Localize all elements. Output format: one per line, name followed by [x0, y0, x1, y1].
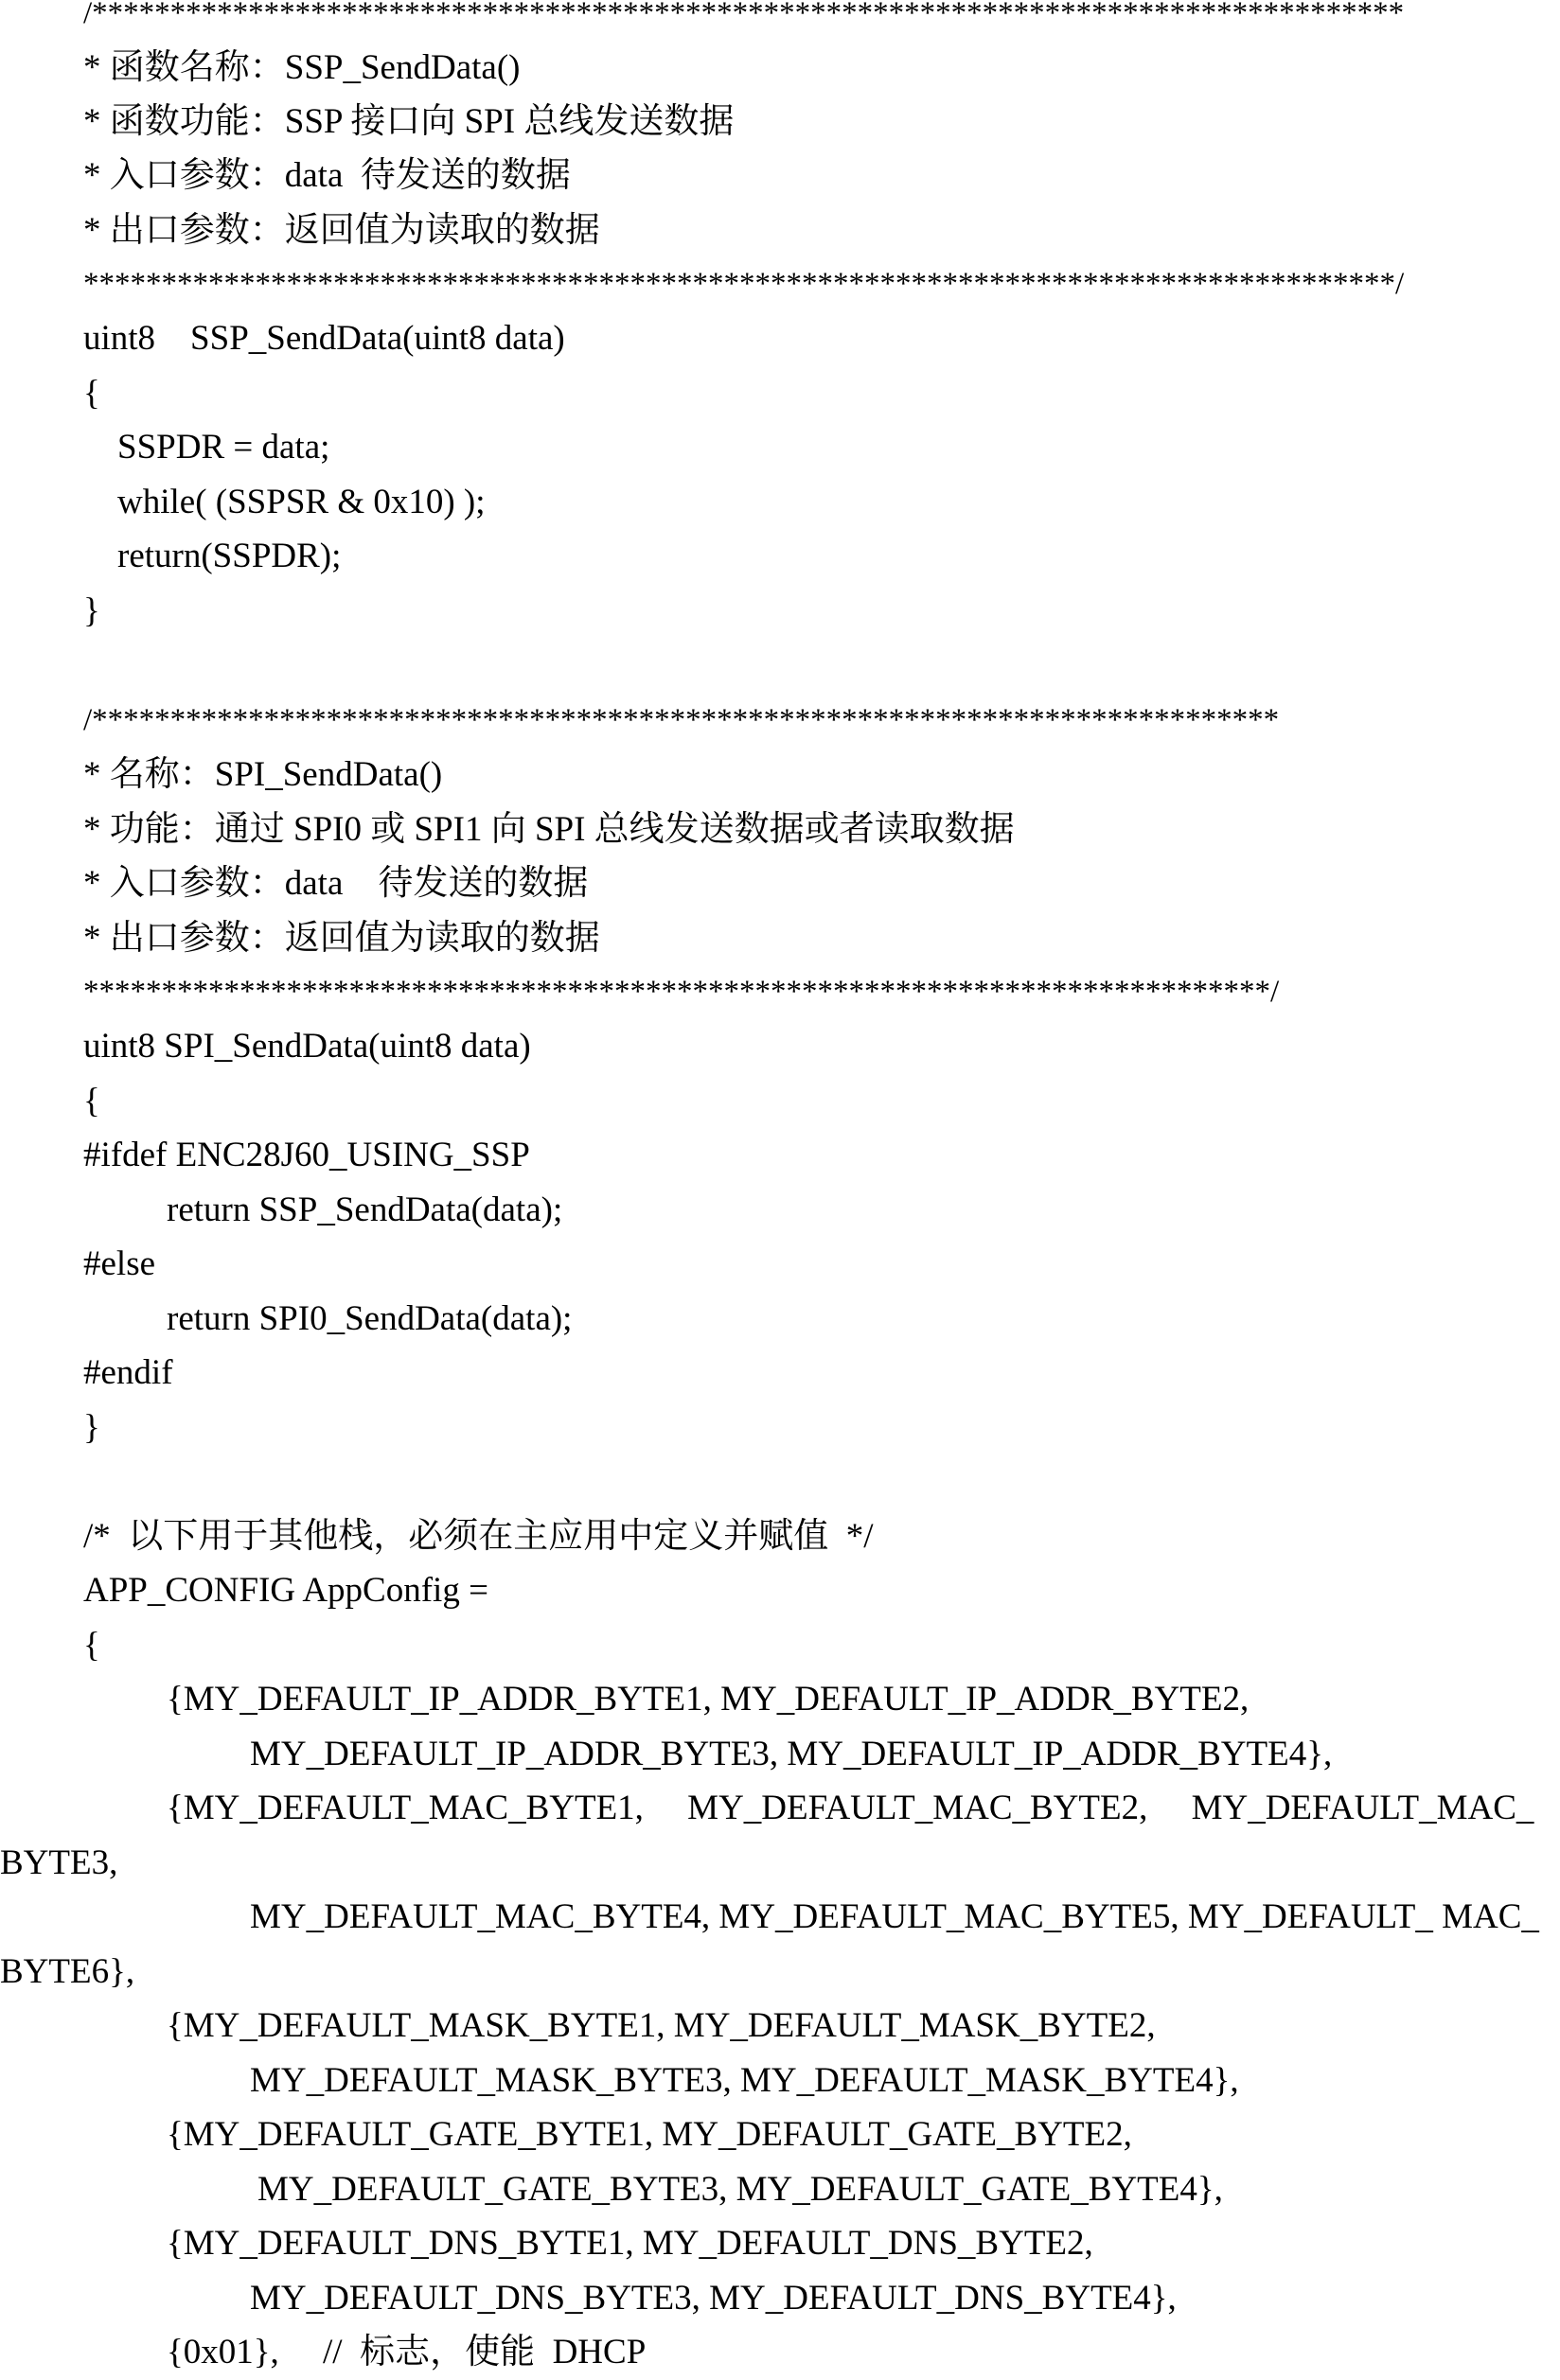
- comment-border-bottom: ************************************************************************************/: [83, 267, 1405, 301]
- code-line: MY_DEFAULT_MASK_BYTE3, MY_DEFAULT_MASK_BYTE4},: [250, 2061, 1239, 2100]
- code-line: while( (SSPSR & 0x10) );: [117, 483, 486, 521]
- code-line: }: [83, 591, 100, 630]
- comment-line: * 函数功能：SSP 接口向 SPI 总线发送数据: [83, 102, 735, 141]
- comment-border-top: /****************************************************************************: [83, 703, 1280, 737]
- code-line: MY_DEFAULT_DNS_BYTE3, MY_DEFAULT_DNS_BYTE4},: [250, 2279, 1177, 2318]
- code-line: {: [83, 374, 100, 413]
- code-line: #endif: [83, 1353, 173, 1392]
- comment-border-bottom: ****************************************************************************/: [83, 975, 1280, 1009]
- code-line: uint8 SPI_SendData(uint8 data): [83, 1027, 531, 1066]
- code-line: {: [83, 1626, 100, 1665]
- code-line: APP_CONFIG AppConfig =: [83, 1571, 488, 1610]
- code-line: MY_DEFAULT_IP_ADDR_BYTE3, MY_DEFAULT_IP_ADDR_BYTE4},: [250, 1735, 1333, 1773]
- comment-border-top: /************************************************************************************: [83, 0, 1405, 30]
- comment-line: * 入口参数：data 待发送的数据: [83, 864, 589, 903]
- comment-line: /* 以下用于其他栈，必须在主应用中定义并赋值 */: [83, 1517, 874, 1556]
- code-line: SSPDR = data;: [117, 428, 330, 467]
- code-line: {MY_DEFAULT_IP_ADDR_BYTE1, MY_DEFAULT_IP_ADDR_BYTE2,: [167, 1680, 1250, 1719]
- comment-line: * 函数名称：SSP_SendData(): [83, 48, 521, 87]
- code-line: return(SSPDR);: [117, 537, 342, 575]
- code-line: {: [83, 1082, 100, 1120]
- code-line: {MY_DEFAULT_DNS_BYTE1, MY_DEFAULT_DNS_BYTE2,: [167, 2224, 1093, 2263]
- comment-line: * 出口参数：返回值为读取的数据: [83, 919, 600, 958]
- code-line: return SSP_SendData(data);: [167, 1190, 563, 1229]
- code-line: {MY_DEFAULT_MAC_BYTE1, MY_DEFAULT_MAC_BYTE2, MY_DEFAULT_MAC_: [167, 1789, 1534, 1827]
- code-line: BYTE3,: [0, 1843, 118, 1882]
- code-line: {MY_DEFAULT_GATE_BYTE1, MY_DEFAULT_GATE_BYTE2,: [167, 2115, 1132, 2154]
- code-line: #else: [83, 1244, 156, 1283]
- comment-line: * 名称：SPI_SendData(): [83, 755, 443, 794]
- comment-line: * 功能：通过 SPI0 或 SPI1 向 SPI 总线发送数据或者读取数据: [83, 810, 1015, 849]
- code-line: MY_DEFAULT_GATE_BYTE3, MY_DEFAULT_GATE_BYTE4},: [257, 2170, 1223, 2209]
- code-line: uint8 SSP_SendData(uint8 data): [83, 319, 565, 358]
- code-line: BYTE6},: [0, 1952, 135, 1991]
- code-line: {0x01}, // 标志，使能 DHCP: [167, 2333, 647, 2371]
- code-line: }: [83, 1408, 100, 1447]
- comment-line: * 出口参数：返回值为读取的数据: [83, 211, 600, 250]
- code-line: {MY_DEFAULT_MASK_BYTE1, MY_DEFAULT_MASK_BYTE2,: [167, 2006, 1156, 2045]
- comment-line: * 入口参数：data 待发送的数据: [83, 156, 571, 195]
- code-line: #ifdef ENC28J60_USING_SSP: [83, 1136, 530, 1174]
- code-line: MY_DEFAULT_MAC_BYTE4, MY_DEFAULT_MAC_BYTE5, MY_DEFAULT_ MAC_: [250, 1897, 1539, 1936]
- code-line: return SPI0_SendData(data);: [167, 1299, 573, 1338]
